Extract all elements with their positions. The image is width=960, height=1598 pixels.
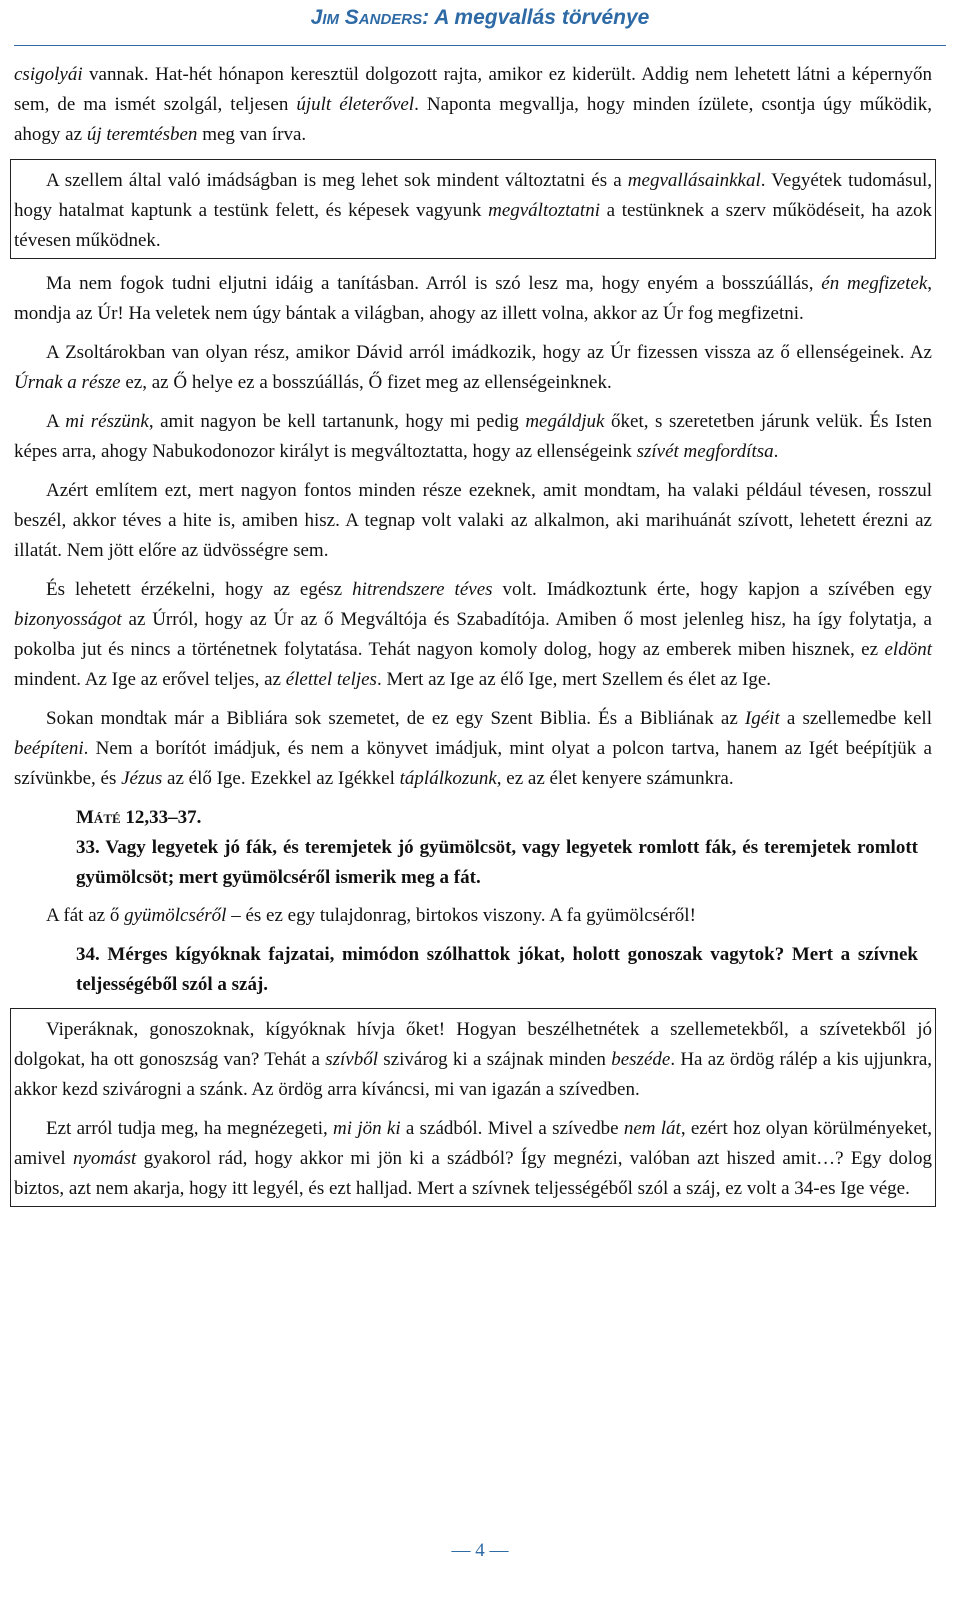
paragraph: [14, 476, 932, 566]
header-separator: :: [422, 6, 435, 29]
paragraph: [14, 1114, 932, 1204]
text-run: a szellemedbe kell: [779, 708, 932, 729]
text-run: a szádból. Mivel a szívedbe: [400, 1118, 624, 1139]
emphasis-text: mi részünk: [65, 411, 149, 432]
text-run: . Mert az Ige az élő Ige, mert Szellem és élet az Ige.: [376, 669, 771, 690]
emphasis-text: beszéde: [611, 1049, 671, 1070]
paragraph: [14, 704, 932, 794]
emphasis-text: Igéit: [744, 708, 780, 729]
emphasis-text: szívét megfordítsa: [636, 441, 774, 462]
text-run: ez, az Ő helye ez a bosszúállás, Ő fizet meg az ellenségeinknek.: [120, 372, 612, 393]
emphasis-text: Úrnak a része: [14, 372, 121, 393]
header-title: A megvallás törvénye: [434, 6, 650, 29]
text-run: a testünknek a szerv működéseit, ha azok tévesen működnek.: [14, 200, 932, 251]
text-run: meg van írva.: [197, 124, 307, 145]
paragraph: [14, 60, 932, 150]
paragraph: [14, 407, 932, 467]
emphasis-text: újult életerővel: [296, 94, 415, 115]
text-run: És lehetett érzékelni, hogy az egész: [46, 579, 353, 600]
text-run: Ma nem fogok tudni eljutni idáig a tanításban. Arról is szó lesz ma, hogy enyém a bosszúállás,: [46, 273, 822, 294]
emphasis-text: nem lát: [623, 1118, 681, 1139]
text-run: gyakorol rád, hogy akkor mi jön ki a szádból? Így megnézi, valóban azt hiszed amit…? Egy dolog biztos, azt nem akarja, hogy itt legyél, és ezt halljad. Mert a szívnek teljességéből szól a száj, ez volt a 34-es Ige vége.: [14, 1148, 932, 1199]
emphasis-text: eldönt: [884, 639, 932, 660]
text-run: Ezt arról tudja meg, ha megnézegeti,: [46, 1118, 334, 1139]
emphasis-text: bizonyosságot: [14, 609, 122, 630]
text-run: .: [773, 441, 779, 462]
text-run: , mondja az Úr! Ha veletek nem úgy bántak a világban, ahogy az illett volna, akkor az Úr fog megfizetni.: [14, 273, 932, 324]
emphasis-text: beépíteni: [14, 738, 84, 759]
header-rule: [14, 45, 946, 46]
text-run: . Naponta megvallja, hogy minden ízülete, csontja úgy működik, ahogy az: [14, 94, 932, 145]
text-run: az Úrról, hogy az Úr az ő Megváltója és Szabadítója. Amiben ő most jelenleg hisz, ha így folytatja, a pokolba jut és nincs a történetnek folytatása. Tehát nagyon komoly dolog, hogy az emberek miben hisznek, ez: [14, 609, 932, 660]
emphasis-text: táplálkozunk: [399, 768, 497, 789]
text-run: szivárog ki a szájnak minden: [378, 1049, 612, 1070]
boxed-section: [10, 159, 936, 259]
scripture-verse-33: 33. Vagy legyetek jó fák, és teremjetek jó gyümölcsöt, vagy legyetek romlott fák, és teremjetek romlott gyümölcsöt; mert gyümölcséről ismerik meg a fát.: [76, 837, 918, 888]
text-run: vannak. Hat-hét hónapon keresztül dolgozott rajta, amikor ez kiderült. Addig nem lehetett látni a képernyőn sem, de ma ismét szolgál, teljesen: [14, 64, 932, 115]
text-run: A Zsoltárokban van olyan rész, amikor Dávid arról imádkozik, hogy az Úr fizessen vissza az ő ellenségeinek. Az: [46, 342, 932, 363]
text-run: az élő Ige. Ezekkel az Igékkel: [162, 768, 400, 789]
document-body: [14, 60, 932, 1217]
paragraph: [14, 575, 932, 695]
emphasis-text: Jézus: [121, 768, 163, 789]
text-run: A: [46, 411, 66, 432]
paragraph: [14, 338, 932, 398]
text-run: . Vegyétek tudomásul, hogy hatalmat kaptunk a testünk felett, és képesek vagyunk: [14, 170, 933, 221]
boxed-section: [10, 1008, 936, 1207]
paragraph: [14, 1015, 932, 1105]
running-header: [0, 6, 960, 30]
paragraph: [14, 901, 932, 931]
emphasis-text: én megfizetek: [821, 273, 928, 294]
emphasis-text: megváltoztatni: [488, 200, 600, 221]
emphasis-text: mi jön ki: [333, 1118, 401, 1139]
emphasis-text: nyomást: [72, 1148, 137, 1169]
text-run: Azért említem ezt, mert nagyon fontos minden része ezeknek, amit mondtam, ha valaki például tévesen, rosszul beszél, akkor téves a hite is, amiben hisz. A tegnap volt valaki az alkalmon, aki marihuánát szívott, lehetett érezni az illatát. Nem jött előre az üdvösségre sem.: [14, 480, 932, 561]
emphasis-text: új teremtésben: [86, 124, 198, 145]
text-run: , ezért hoz olyan körülményeket, amivel: [14, 1118, 932, 1169]
emphasis-text: csigolyái: [14, 64, 83, 85]
emphasis-text: hitrendszere téves: [352, 579, 493, 600]
text-run: . Ha az ördög rálép a kis ujjunkra, akkor kezd szivárogni a szánk. Az ördög arra kíváncsi, mi van igazán a szívedben.: [14, 1049, 932, 1100]
page-number: — 4 —: [451, 1540, 509, 1561]
paragraph: [14, 269, 932, 329]
text-run: – és ez egy tulajdonrag, birtokos viszony. A fa gyümölcséről!: [226, 905, 696, 926]
text-run: Sokan mondtak már a Bibliára sok szemetet, de ez egy Szent Biblia. És a Bibliának az: [46, 708, 745, 729]
text-run: A fát az ő: [46, 905, 125, 926]
text-run: mindent. Az Ige az erővel teljes, az: [14, 669, 286, 690]
text-run: őket, s szeretetben járunk velük. És Isten képes arra, ahogy Nabukodonozor királyt is megváltoztatta, hogy az ellenségeink: [14, 411, 932, 462]
text-run: A szellem által való imádságban is meg lehet sok mindent változtatni és a: [46, 170, 628, 191]
text-run: . Nem a borítót imádjuk, és nem a könyvet imádjuk, mint olyat a polcon tartva, hanem az Igét beépítjük a szívünkbe, és: [14, 738, 932, 789]
header-author: Jim Sanders: [310, 6, 423, 29]
emphasis-text: szívből: [325, 1049, 378, 1070]
text-run: Viperáknak, gonoszoknak, kígyóknak hívja őket! Hogyan beszélhetnétek a szellemetekből, a szívetekből jó dolgokat, ha ott gonoszság van? Tehát a: [14, 1019, 932, 1070]
text-run: , amit nagyon be kell tartanunk, hogy mi pedig: [148, 411, 526, 432]
emphasis-text: megáldjuk: [525, 411, 605, 432]
text-run: volt. Imádkoztunk érte, hogy kapjon a szívében egy: [492, 579, 932, 600]
paragraph: [14, 166, 932, 256]
scripture-reference: Máté 12,33–37.: [76, 807, 202, 828]
scripture-verse-34: 34. Mérges kígyóknak fajzatai, mimódon szólhattok jókat, holott gonoszak vagytok? Mert a szívnek teljességéből szól a száj.: [76, 944, 918, 995]
emphasis-text: élettel teljes: [285, 669, 377, 690]
emphasis-text: megvallásainkkal: [627, 170, 761, 191]
text-run: , ez az élet kenyere számunkra.: [496, 768, 734, 789]
emphasis-text: gyümölcséről: [124, 905, 227, 926]
